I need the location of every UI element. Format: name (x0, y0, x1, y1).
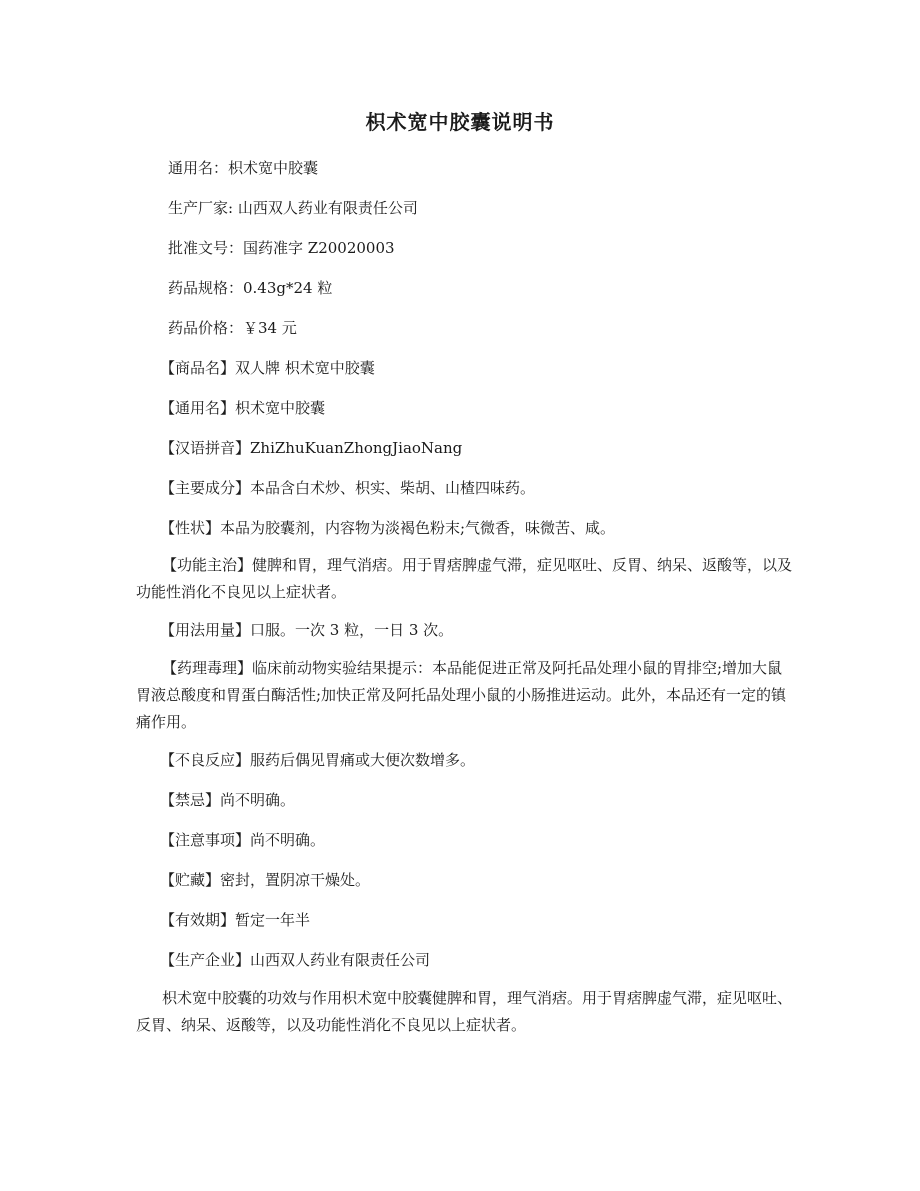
info-specification: 药品规格：0.43g*24 粒 (168, 279, 333, 297)
section-manufacturer: 【生产企业】山西双人药业有限责任公司 (160, 951, 431, 969)
section-indications: 【功能主治】健脾和胃，理气消痞。用于胃痞脾虚气滞，症见呕吐、反胃、纳呆、返酸等，以及功能性消化不良见以上症状者。 (136, 556, 793, 601)
section-validity: 【有效期】暂定一年半 (160, 911, 311, 929)
info-approval-number: 批准文号：国药准字 Z20020003 (168, 239, 395, 257)
section-storage: 【贮藏】密封，置阴凉干燥处。 (160, 871, 371, 889)
section-brand-name: 【商品名】双人牌 枳术宽中胶囊 (160, 359, 375, 377)
info-price: 药品价格：￥34 元 (168, 319, 297, 337)
section-properties: 【性状】本品为胶囊剂，内容物为淡褐色粉末;气微香，味微苦、咸。 (160, 519, 616, 537)
info-manufacturer: 生产厂家: 山西双人药业有限责任公司 (168, 199, 418, 217)
section-pharmacology: 【药理毒理】临床前动物实验结果提示：本品能促进正常及阿托品处理小鼠的胃排空;增加大鼠胃液总酸度和胃蛋白酶活性;加快正常及阿托品处理小鼠的小肠推进运动。此外，本品还有一定的镇痛作用。 (136, 659, 787, 731)
summary-paragraph: 枳术宽中胶囊的功效与作用枳术宽中胶囊健脾和胃，理气消痞。用于胃痞脾虚气滞，症见呕吐、反胃、纳呆、返酸等，以及功能性消化不良见以上症状者。 (136, 989, 793, 1034)
section-dosage: 【用法用量】口服。一次 3 粒，一日 3 次。 (160, 621, 454, 639)
section-precautions: 【注意事项】尚不明确。 (160, 831, 326, 849)
section-ingredients: 【主要成分】本品含白术炒、枳实、柴胡、山楂四味药。 (160, 479, 536, 497)
section-contraindications: 【禁忌】尚不明确。 (160, 791, 296, 809)
section-pinyin: 【汉语拼音】ZhiZhuKuanZhongJiaoNang (160, 439, 463, 457)
document-title: 枳术宽中胶囊说明书 (365, 110, 555, 134)
info-generic-name: 通用名：枳术宽中胶囊 (168, 159, 319, 177)
section-adverse-reactions: 【不良反应】服药后偶见胃痛或大便次数增多。 (160, 751, 476, 769)
section-generic-name: 【通用名】枳术宽中胶囊 (160, 399, 326, 417)
